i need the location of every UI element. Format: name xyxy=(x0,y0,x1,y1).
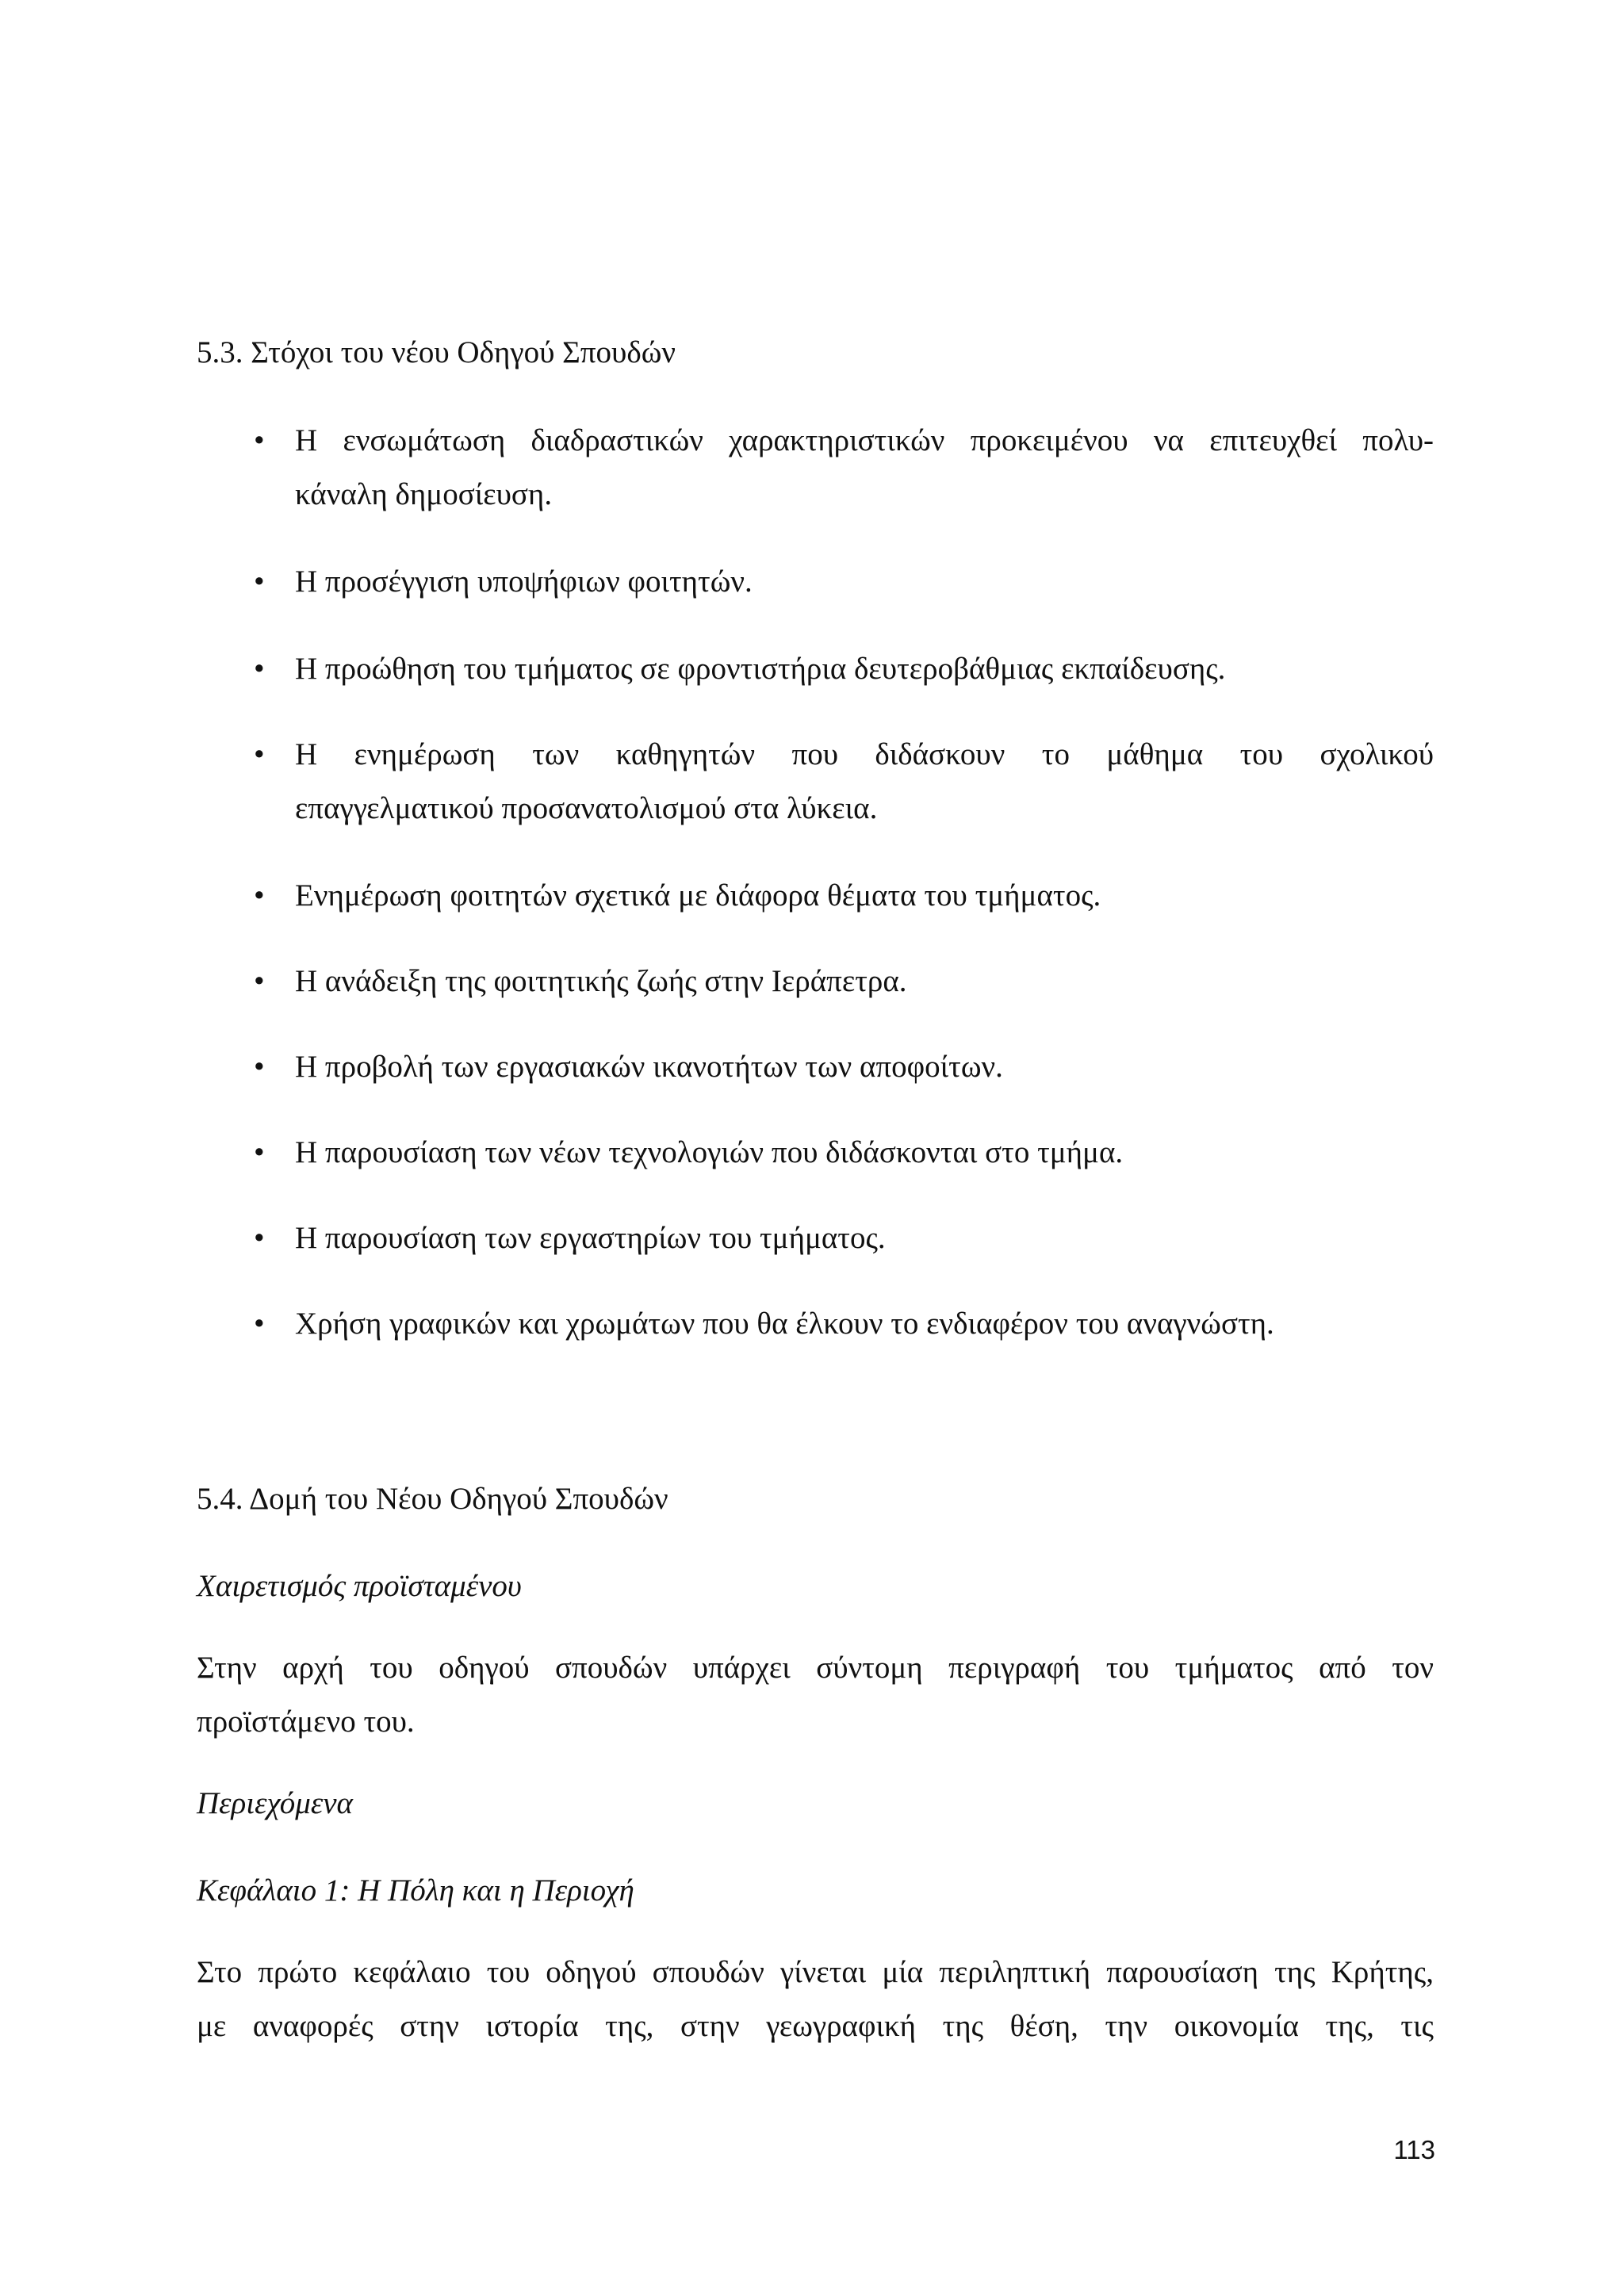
paragraph-chapter-1 xyxy=(197,1946,1434,2053)
bullet-item xyxy=(254,1211,1434,1265)
bullet-item xyxy=(254,1297,1434,1351)
paragraph-line: προϊστάμενο του. xyxy=(197,1705,415,1739)
section-heading-5-4: 5.4. Δομή του Νέου Οδηγού Σπουδών xyxy=(197,1482,668,1516)
bullet-text-line: κάναλη δημοσίευση. xyxy=(295,477,553,511)
bullet-text-line: Η ενημέρωση των καθηγητών που διδάσκουν το μάθημα του σχολικού xyxy=(295,737,1434,771)
bullet-icon: • xyxy=(254,423,265,457)
paragraph-greeting xyxy=(197,1641,1434,1749)
bullet-icon: • xyxy=(254,1135,265,1169)
bullet-icon: • xyxy=(254,737,265,771)
bullet-text-line: Η προβολή των εργασιακών ικανοτήτων των αποφοίτων. xyxy=(295,1050,1003,1084)
section-heading-5-3: 5.3. Στόχοι του νέου Οδηγού Σπουδών xyxy=(197,335,676,369)
paragraph-line: Στο πρώτο κεφάλαιο του οδηγού σπουδών γίνεται μία περιληπτική παρουσίαση της Κρήτης, xyxy=(197,1955,1434,1989)
bullet-text-line: Ενημέρωση φοιτητών σχετικά με διάφορα θέματα του τμήματος. xyxy=(295,878,1101,913)
bullet-text-line: Η ανάδειξη της φοιτητικής ζωής στην Ιεράπετρα. xyxy=(295,964,907,998)
subheading-greeting: Χαιρετισμός προϊσταμένου xyxy=(197,1569,522,1603)
bullet-icon: • xyxy=(254,564,265,599)
bullet-icon: • xyxy=(254,964,265,998)
bullet-item xyxy=(254,869,1434,923)
bullet-item xyxy=(254,642,1434,696)
bullet-item xyxy=(254,1126,1434,1180)
bullet-item xyxy=(254,555,1434,609)
bullet-text-line: Η προσέγγιση υποψήφιων φοιτητών. xyxy=(295,564,753,599)
bullet-item xyxy=(254,1040,1434,1094)
bullet-item xyxy=(254,955,1434,1008)
bullet-icon: • xyxy=(254,1050,265,1084)
paragraph-line: Στην αρχή του οδηγού σπουδών υπάρχει σύντομη περιγραφή του τμήματος από τον xyxy=(197,1651,1434,1685)
bullet-item xyxy=(254,728,1434,836)
paragraph-line: με αναφορές στην ιστορία της, στην γεωγραφική της θέση, την οικονομία της, τις xyxy=(197,2009,1434,2043)
bullet-icon: • xyxy=(254,652,265,686)
subheading-chapter-1: Κεφάλαιο 1: Η Πόλη και η Περιοχή xyxy=(197,1873,634,1908)
subheading-contents: Περιεχόμενα xyxy=(197,1786,354,1820)
bullet-text-line: Η ενσωμάτωση διαδραστικών χαρακτηριστικών προκειμένου να επιτευχθεί πολυ- xyxy=(295,423,1434,457)
bullet-text-line: Χρήση γραφικών και χρωμάτων που θα έλκουν το ενδιαφέρον του αναγνώστη. xyxy=(295,1307,1274,1341)
bullet-text-line: Η παρουσίαση των εργαστηρίων του τμήματος. xyxy=(295,1221,886,1255)
bullet-item xyxy=(254,414,1434,522)
bullet-icon: • xyxy=(254,878,265,913)
page-number: 113 xyxy=(1393,2135,1435,2164)
bullet-icon: • xyxy=(254,1307,265,1341)
bullet-text-line: Η παρουσίαση των νέων τεχνολογιών που διδάσκονται στο τμήμα. xyxy=(295,1135,1124,1169)
bullet-text-line: Η προώθηση του τμήματος σε φροντιστήρια δευτεροβάθμιας εκπαίδευσης. xyxy=(295,652,1226,686)
bullet-icon: • xyxy=(254,1221,265,1255)
bullet-text-line: επαγγελματικού προσανατολισμού στα λύκεια. xyxy=(295,791,878,825)
